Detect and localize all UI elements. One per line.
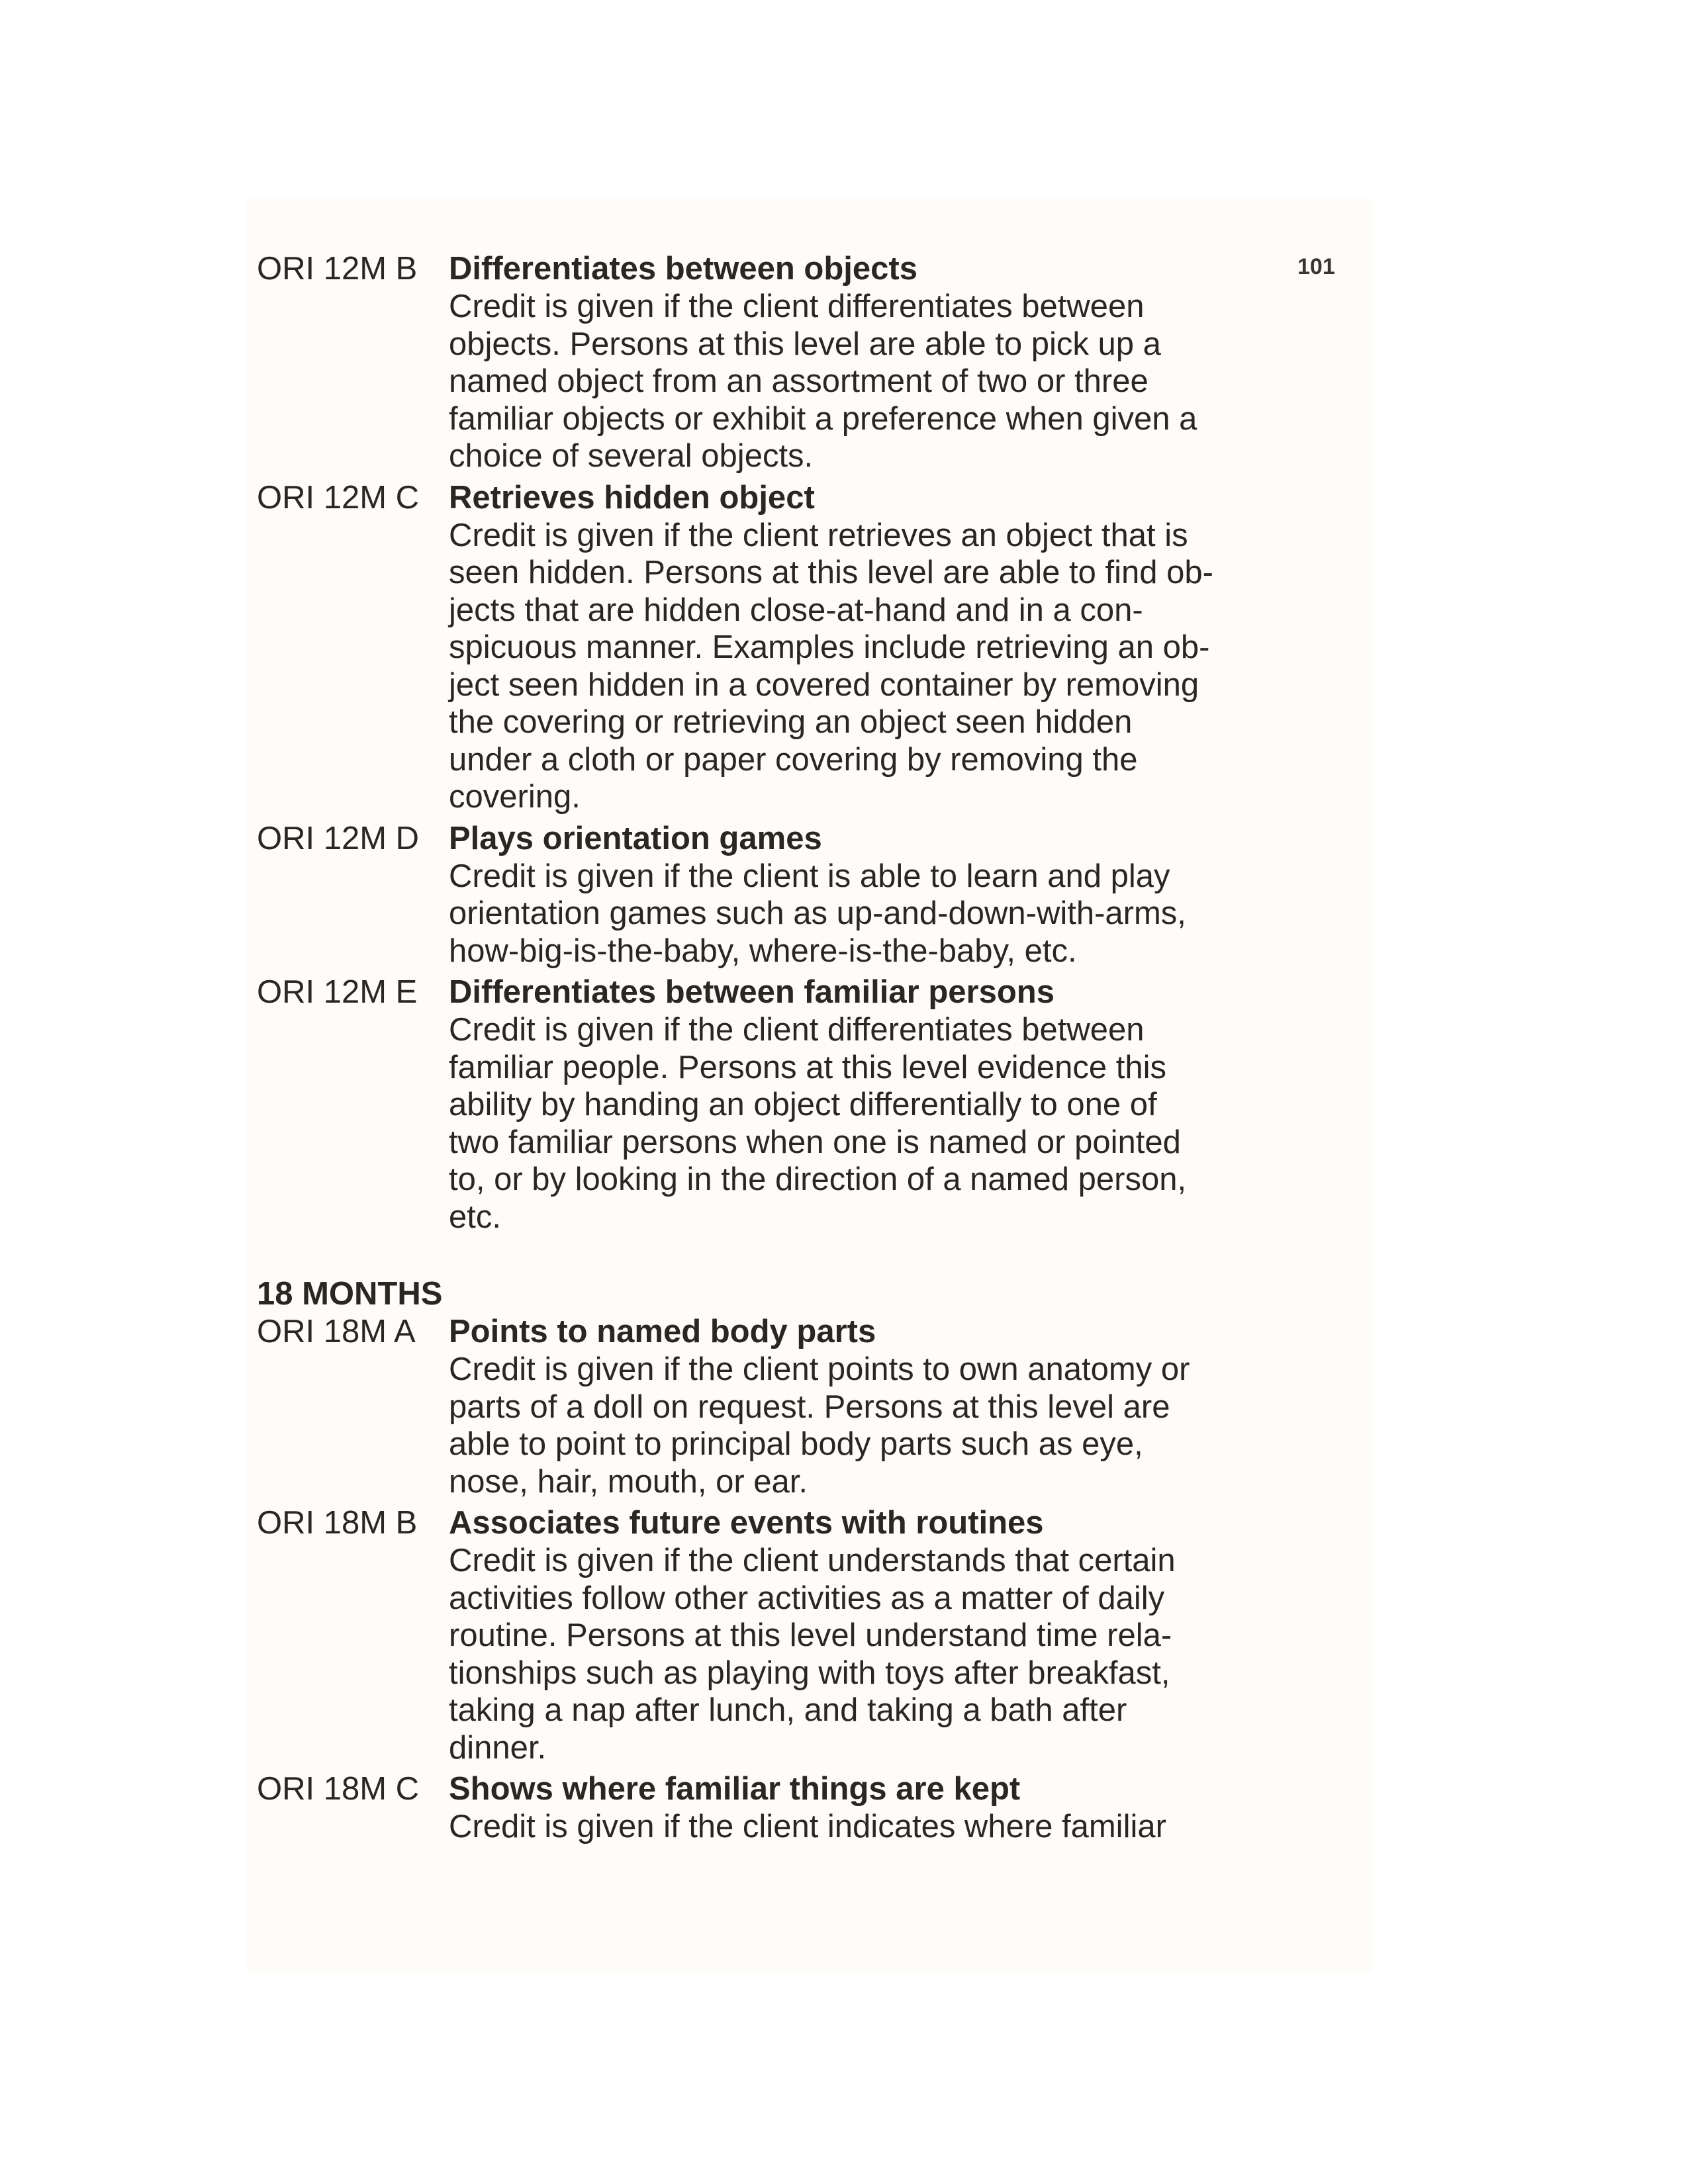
entry-title: Differentiates between objects: [449, 251, 917, 287]
entry-code: ORI 12M B: [257, 251, 418, 287]
section-18-months: [257, 1313, 1289, 1846]
description-line: jects that are hidden close-at-hand and in a con-: [449, 592, 1143, 628]
entry: [257, 1504, 1289, 1766]
entry: [257, 974, 1289, 1236]
description-line: spicuous manner. Examples include retrieving an ob-: [449, 629, 1210, 665]
description-line: familiar objects or exhibit a preference when given a: [449, 400, 1197, 437]
description-line: covering.: [449, 779, 581, 815]
description-line: Credit is given if the client differentiates between: [449, 289, 1145, 324]
entry-code: ORI 12M E: [257, 974, 418, 1010]
description-line: familiar people. Persons at this level evidence this: [449, 1049, 1167, 1085]
description-line: Credit is given if the client is able to learn and play: [449, 858, 1170, 894]
entry-title: Points to named body parts: [449, 1314, 876, 1349]
description-line: to, or by looking in the direction of a named person,: [449, 1161, 1187, 1197]
entry-title: Shows where familiar things are kept: [449, 1771, 1021, 1807]
description-line: routine. Persons at this level understand time rela-: [449, 1617, 1172, 1653]
entry-description: [449, 1351, 1289, 1500]
description-line: ject seen hidden in a covered container by removing: [449, 666, 1199, 703]
entry-body: [449, 1313, 1289, 1500]
description-line: able to point to principal body parts such as eye,: [449, 1426, 1143, 1462]
entry: [257, 479, 1289, 816]
description-line: etc.: [449, 1199, 501, 1235]
entry-code: ORI 18M B: [257, 1505, 418, 1541]
entry-title: Differentiates between familiar persons: [449, 974, 1055, 1010]
description-line: Credit is given if the client differentiates between: [449, 1012, 1145, 1048]
entry-body: [449, 1770, 1289, 1846]
page-number: 101: [1297, 254, 1335, 279]
description-line: tionships such as playing with toys after breakfast,: [449, 1655, 1170, 1691]
entry-body: [449, 974, 1289, 1236]
description-line: activities follow other activities as a matter of daily: [449, 1580, 1165, 1616]
description-line: seen hidden. Persons at this level are able to find ob-: [449, 555, 1213, 590]
description-line: how-big-is-the-baby, where-is-the-baby, etc.: [449, 933, 1077, 969]
section-heading-18-months: 18 MONTHS: [257, 1276, 443, 1312]
description-line: nose, hair, mouth, or ear.: [449, 1463, 808, 1500]
entry-title: Retrieves hidden object: [449, 479, 815, 516]
entry: [257, 250, 1289, 475]
entry-description: [449, 288, 1289, 475]
description-line: named object from an assortment of two or three: [449, 363, 1149, 399]
entry-code: ORI 18M A: [257, 1314, 416, 1349]
description-line: the covering or retrieving an object seen hidden: [449, 704, 1133, 740]
entry-code: ORI 18M C: [257, 1771, 420, 1807]
description-line: Credit is given if the client indicates where familiar: [449, 1809, 1166, 1844]
description-line: two familiar persons when one is named or pointed: [449, 1124, 1181, 1160]
description-line: parts of a doll on request. Persons at this level are: [449, 1388, 1170, 1425]
entry-title: Associates future events with routines: [449, 1505, 1044, 1541]
description-line: under a cloth or paper covering by removing the: [449, 741, 1138, 778]
description-line: Credit is given if the client understands that certain: [449, 1543, 1176, 1578]
entry-body: [449, 250, 1289, 475]
description-line: orientation games such as up-and-down-with-arms,: [449, 895, 1186, 931]
entry-description: [449, 1808, 1289, 1846]
description-line: choice of several objects.: [449, 438, 814, 474]
description-line: Credit is given if the client points to own anatomy or: [449, 1351, 1190, 1387]
description-line: objects. Persons at this level are able to pick up a: [449, 326, 1161, 362]
description-line: dinner.: [449, 1729, 547, 1766]
entry-body: [449, 479, 1289, 816]
entry-description: [449, 1542, 1289, 1766]
document-body: [257, 250, 1289, 1850]
entry-code: ORI 12M D: [257, 820, 420, 856]
entry-body: [449, 820, 1289, 970]
entry-description: [449, 517, 1289, 816]
entry: [257, 1313, 1289, 1500]
entry-code: ORI 12M C: [257, 479, 420, 516]
entry-body: [449, 1504, 1289, 1766]
entry: [257, 1770, 1289, 1846]
entry: [257, 820, 1289, 970]
entry-description: [449, 858, 1289, 970]
description-line: taking a nap after lunch, and taking a bath after: [449, 1692, 1127, 1728]
description-line: ability by handing an object differentially to one of: [449, 1087, 1157, 1122]
description-line: Credit is given if the client retrieves an object that is: [449, 517, 1188, 553]
section-12-months: [257, 250, 1289, 1236]
entry-description: [449, 1011, 1289, 1236]
entry-title: Plays orientation games: [449, 820, 822, 856]
